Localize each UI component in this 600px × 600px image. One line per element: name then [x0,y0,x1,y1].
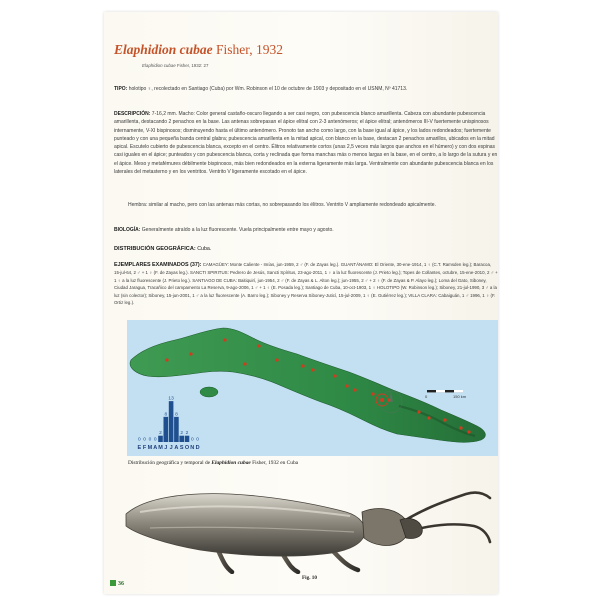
cuba-island-shape [130,328,485,442]
page-marker-icon [110,580,116,586]
scale-label-0: 0 [425,394,428,399]
chart-month-label: J [164,445,168,451]
descripcion-label: DESCRIPCIÓN: [114,111,151,117]
chart-month-label: E [137,445,142,451]
chart-value-label: 0 [153,437,157,443]
record-point [417,410,420,413]
citation-rest: Fisher, 1932: 27 [176,63,209,68]
chart-month-label: S [179,445,184,451]
chart-month-label: D [195,445,200,451]
chart-value-label: 2 [185,431,189,437]
chart-value-label: 0 [137,437,141,443]
chart-value-label: 0 [148,437,152,443]
chart-value-label: 0 [143,437,146,443]
ejemplares-paragraph [114,261,498,306]
record-point [371,392,374,395]
phenology-chart [137,396,199,451]
figure-caption [128,460,298,466]
chart-month-label: A [153,445,158,451]
record-point [223,338,226,341]
biologia-text: Generalmente atraído a la luz fluorescente. Vuela principalmente entre mayo y agosto. [141,227,334,233]
chart-month-label: F [142,445,147,451]
descripcion-text: 7-16,2 mm. Macho: Color general castaño-oscuro llegando a ser casi negro, con pubescencia blanco amarillenta. Cabeza con abundante pubescencia amarillenta, destacando 2 penachos en la base. Las antenas sobrepasan el ápice elitral con 2-3 antenómeros; el ápice elitral; antenómeros III-V fuertemente unispinosos internamente, V-XI bispinosos; disminuyendo hasta el último antenómero. Pronoto tan ancho como largo, con la base igual al ápice, y los lados redondeados; fuertemente punteado y con una pequeña banda central glabra; pubescencia amarillenta en la mitad apical, con blanco en la base, destacan 2 penachos amarillos, ubicados en la mitad apical. Escutelo cubierto de pubescencia blanca, excepto en el centro. Élitros relativamente cortos (unas 2,5 veces más largos que anchos en el húmero) y con dos espinas casi iguales en el ápice; punteados y con pubescencia blanca, corta y reclinada que forma manchas más o menos largas en la base, en el centro, a lo largo de la sutura y en el ápice. Meso y metafémures débilmente bispinosos, más bien redondeados en la externa ligeramente más larga. Ventralmente con abundante pubescencia blanca en los laterales del metasterno y en los ventritos. Ventrito V ligeramente escotado en el ápice. [114,111,498,176]
distribucion-label: DISTRIBUCIÓN GEOGRÁFICA: [114,246,196,252]
caption-species: Elaphidion cubae [211,460,251,466]
record-point [275,358,278,361]
chart-bar [179,436,184,442]
record-point [301,364,304,367]
chart-month-label: J [169,445,173,451]
record-point [353,388,356,391]
chart-value-label: 8 [175,412,178,418]
record-point [459,426,462,429]
record-point [165,358,168,361]
record-point [311,368,314,371]
chart-bar [164,417,169,442]
biologia-label: BIOLOGÍA: [114,227,141,233]
ejemplares-text: CAMAGÜEY: Monte Caliente - Imías, jun-1959, 2 ♂ (F. de Zayas leg.). GUANTÁNAMO: El Oriente, 30-ene-1914, 1 ♀ (C.T. Ramsden leg.); Baracoa, 15-jul-64, 2 ♂ + 1 ♀ (F. de Zayas leg.). SANCTI SPIRITUS: Pedrero de Jesús, Sancti Spíritus, 23-ago-2011, 1 ♀ a la luz fluorescente (J. Prieto leg.); Topes de Collantes, octubre, 15-ene-2010, 2 ♂ + 1 ♀ a la luz fluorescente (J. Prieto leg.). SANTIAGO DE CUBA: Baitiquirí, jun-1954, 2 ♂ (F. de Zayas & L. Alton leg.); jun-1955, 2 ♂ + 2 ♀ (F. de Zayas & P. Alayo leg.); Loma del Gato, Siboney, Ciudad Jaragua, Tracañico del campamento La Reserva, 9-ago-2006, 1 ♂ + 1 ♀ (E. Posada leg.); Santiago de Cuba, 10-oct-1903, 1 ♀ HOLOTIPO (W. Robinson leg.); Siboney, 21-jul-1990, 3 ♂ a la luz (sin colector); Siboney, 15-jun-2001, 1 ♂ a la luz fluorescente (A. Barro leg.); Siboney y Reserva Siboney-Juticí, 15-jul-2009, 1 ♀ (E. Gutiérrez leg.); VILLA CLARA: Cabaiguán, 1 ♂ 1996, 1 ♀ (F. Ortiz leg.). [114,262,498,306]
species-citation [142,63,208,68]
citation-species: Elaphidion cubae [142,63,176,68]
book-page [104,12,498,594]
chart-value-label: 8 [164,412,168,418]
figure-label: Fig. 10 [302,575,317,581]
chart-month-label: N [190,445,195,451]
species-author: Fisher, 1932 [216,42,283,57]
page-number-text: 36 [118,581,124,587]
map-svg [127,320,498,456]
record-point [257,344,260,347]
beetle-elytra [126,494,365,556]
chart-value-labels [138,396,199,443]
species-title [114,42,283,58]
scale-label-150: 150 km [453,394,467,399]
record-point [443,418,446,421]
page-number [110,580,124,587]
chart-bar [185,436,190,442]
ejemplares-label: EJEMPLARES EXAMINADOS (37): [114,262,202,268]
chart-month-labels [137,445,199,451]
beetle-photo [120,482,494,574]
descripcion-paragraph [114,110,498,176]
scale-bar [425,390,467,399]
distribucion-text: Cuba. [197,246,212,252]
record-point [189,352,192,355]
biologia-paragraph [114,226,498,234]
chart-bar [158,436,163,442]
hembra-text: Hembra: similar al macho, pero con las antenas más cortas, no sobrepasando los élitros. Ventrito V ampliamente redondeado apicalmente. [128,202,436,208]
chart-value-label: 2 [159,431,162,437]
chart-month-label: M [147,445,153,451]
tipo-text: holotipo ♀, recolectado en Santiago (Cuba) por Wm. Robinson el 10 de octubre de 1903 y depositado en el USNM, Nº 41713. [128,86,408,92]
chart-month-label: M [158,445,163,451]
species-name: Elaphidion cubae [114,42,213,57]
chart-month-label: O [184,445,190,451]
chart-value-label: 0 [196,437,199,443]
record-point [345,384,348,387]
caption-suffix: Fisher, 1932 en Cuba [252,460,299,466]
isla-juventud-shape [200,387,218,397]
hembra-paragraph [114,201,498,209]
chart-value-label: 2 [180,431,184,437]
distribucion-paragraph [114,246,211,252]
record-point [243,362,246,365]
chart-bar [169,401,174,442]
chart-bars [158,401,189,442]
tipo-label: TIPO: [114,86,128,92]
tipo-paragraph [114,85,498,93]
chart-value-label: 13 [168,396,174,402]
distribution-map [127,320,498,456]
record-point [467,430,470,433]
record-point [427,416,430,419]
beetle-pronotum [362,509,409,546]
record-point [333,374,336,377]
chart-value-label: 0 [190,437,194,443]
chart-bar [174,417,179,442]
chart-month-label: A [174,445,179,451]
caption-prefix: Distribución geográfica y temporal de [128,460,211,466]
